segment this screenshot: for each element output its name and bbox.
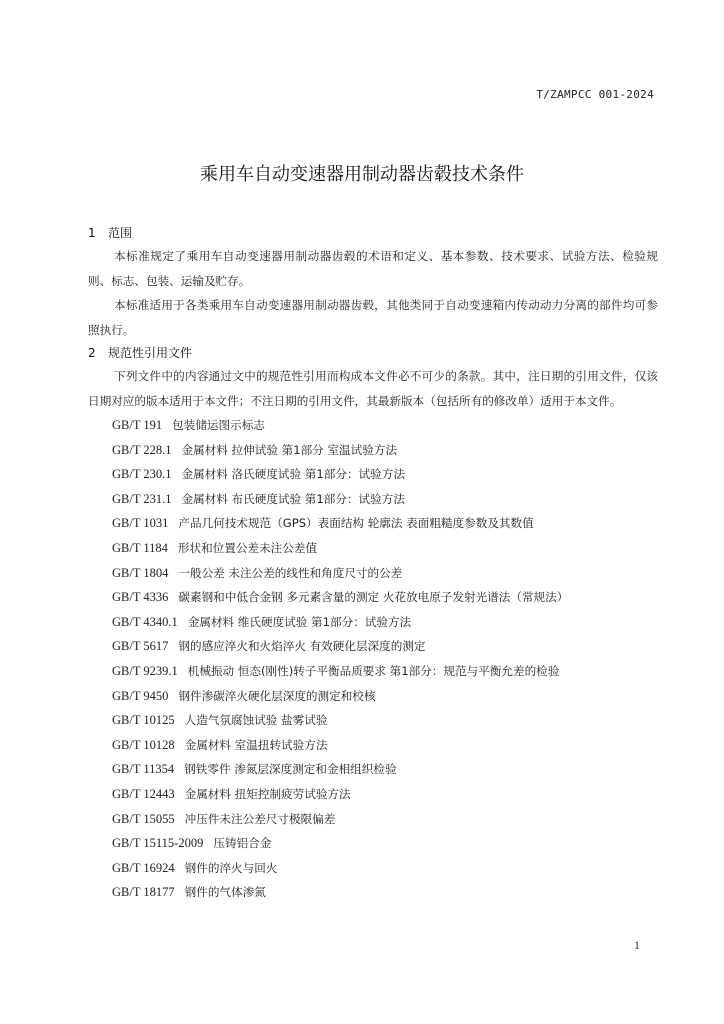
- reference-title: 钢件渗碳淬火硬化层深度的测定和校核: [178, 688, 376, 703]
- reference-title: 金属材料 扭矩控制疲劳试验方法: [184, 786, 351, 801]
- scope-paragraph-1: 本标准规定了乘用车自动变速器用制动器齿毂的术语和定义、基本参数、技术要求、试验方法、检验规则、标志、包装、运输及贮存。: [88, 249, 658, 288]
- reference-title: 金属材料 布氏硬度试验 第1部分：试验方法: [181, 491, 405, 506]
- reference-code: GB/T 16924: [112, 860, 175, 875]
- reference-item: [88, 659, 658, 684]
- reference-item: [88, 462, 658, 487]
- reference-item: [88, 536, 658, 561]
- reference-title: 金属材料 维氏硬度试验 第1部分：试验方法: [187, 614, 412, 629]
- section-title: 规范性引用文件: [108, 346, 193, 360]
- reference-item: [88, 610, 658, 635]
- reference-title: 金属材料 拉伸试验 第1部分 室温试验方法: [181, 442, 398, 457]
- reference-item: [88, 856, 658, 881]
- reference-item: [88, 782, 658, 807]
- reference-item: [88, 634, 658, 659]
- document-body: [88, 222, 658, 905]
- reference-item: [88, 511, 658, 536]
- reference-item: [88, 880, 658, 905]
- reference-code: GB/T 231.1: [112, 491, 172, 506]
- reference-code: GB/T 228.1: [112, 442, 172, 457]
- reference-code: GB/T 15055: [112, 811, 175, 826]
- standard-code: T/ZAMPCC 001-2024: [536, 88, 654, 101]
- reference-title: 金属材料 洛氏硬度试验 第1部分：试验方法: [181, 467, 405, 482]
- reference-item: [88, 708, 658, 733]
- reference-title: 产品几何技术规范（GPS）表面结构 轮廓法 表面粗糙度参数及其数值: [178, 516, 534, 531]
- reference-code: GB/T 191: [112, 418, 163, 432]
- reference-item: [88, 831, 658, 856]
- reference-title: 金属材料 室温扭转试验方法: [184, 737, 328, 752]
- reference-title: 钢铁零件 渗氮层深度测定和金相组织检验: [184, 762, 397, 777]
- reference-title: 冲压件未注公差尺寸极限偏差: [184, 811, 336, 826]
- section-number: 2: [88, 346, 96, 360]
- reference-code: GB/T 9239.1: [112, 663, 178, 678]
- reference-code: GB/T 10125: [112, 713, 175, 728]
- section-heading-scope: [88, 222, 658, 244]
- reference-item: [88, 733, 658, 758]
- section-heading-normative-refs: [88, 342, 658, 364]
- reference-code: GB/T 9450: [112, 688, 169, 703]
- reference-item: [88, 487, 658, 512]
- reference-code: GB/T 10128: [112, 737, 175, 752]
- reference-code: GB/T 15115-2009: [112, 836, 204, 851]
- reference-title: 钢件的淬火与回火: [184, 860, 278, 875]
- reference-item: [88, 757, 658, 782]
- reference-title: 钢的感应淬火和火焰淬火 有效硬化层深度的测定: [178, 639, 426, 654]
- reference-code: GB/T 4336: [112, 590, 169, 605]
- reference-item: [88, 585, 658, 610]
- reference-code: GB/T 18177: [112, 885, 175, 900]
- reference-title: 钢件的气体渗氮: [184, 885, 266, 900]
- reference-item: [88, 684, 658, 709]
- reference-title: 压铸铝合金: [213, 836, 272, 851]
- reference-item: [88, 561, 658, 586]
- reference-title: 包装储运图示标志: [172, 418, 265, 432]
- scope-paragraph-2: 本标准适用于各类乘用车自动变速器用制动器齿毂，其他类同于自动变速箱内传动动力分离的部件均可参照执行。: [88, 298, 658, 337]
- reference-item: [88, 807, 658, 832]
- section-title: 范围: [108, 226, 133, 240]
- reference-code: GB/T 1184: [112, 540, 168, 555]
- page-number: 1: [634, 938, 640, 952]
- reference-code: GB/T 11354: [112, 762, 175, 777]
- reference-list: [88, 413, 658, 905]
- reference-title: 一般公差 未注公差的线性和角度尺寸的公差: [178, 565, 403, 580]
- reference-code: GB/T 230.1: [112, 467, 172, 482]
- reference-title: 形状和位置公差未注公差值: [177, 540, 318, 555]
- normative-refs-intro: 下列文件中的内容通过文中的规范性引用而构成本文件必不可少的条款。其中，注日期的引用文件，仅该日期对应的版本适用于本文件；不注日期的引用文件，其最新版本（包括所有的修改单）适用于本文件。: [88, 369, 658, 408]
- reference-title: 人造气氛腐蚀试验 盐雾试验: [184, 713, 328, 728]
- reference-item: [88, 438, 658, 463]
- document-title: 乘用车自动变速器用制动器齿毂技术条件: [200, 164, 524, 185]
- reference-code: GB/T 1031: [112, 516, 169, 531]
- reference-code: GB/T 1804: [112, 565, 169, 580]
- reference-title: 碳素钢和中低合金钢 多元素含量的测定 火花放电原子发射光谱法（常规法）: [178, 590, 569, 605]
- section-number: 1: [88, 226, 96, 240]
- reference-code: GB/T 12443: [112, 786, 175, 801]
- reference-code: GB/T 5617: [112, 639, 169, 654]
- reference-title: 机械振动 恒态(刚性)转子平衡品质要求 第1部分：规范与平衡允差的检验: [187, 663, 560, 678]
- reference-item: [88, 413, 658, 438]
- reference-code: GB/T 4340.1: [112, 614, 178, 629]
